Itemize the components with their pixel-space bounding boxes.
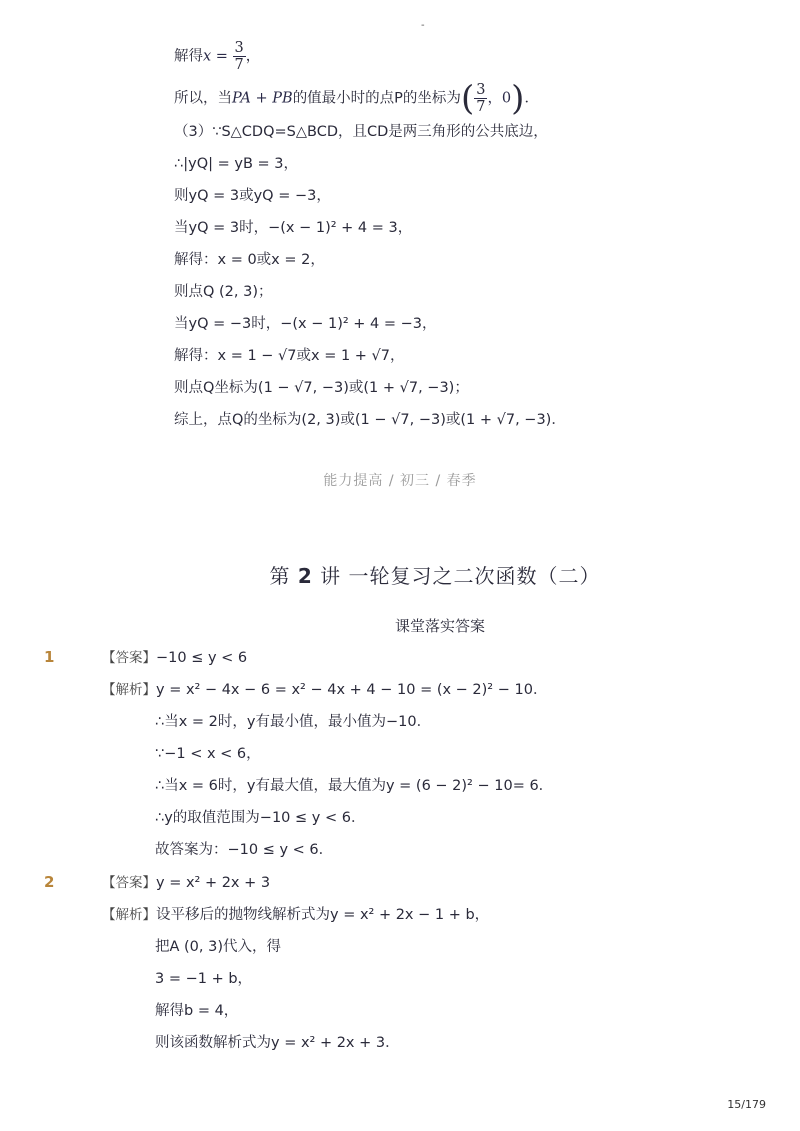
question-number: 1: [44, 648, 55, 666]
top-mark: -: [421, 20, 425, 31]
analysis-line: 解得b = 4，: [155, 1003, 239, 1019]
question-number: 2: [44, 873, 55, 891]
solution-line: 当yQ = −3时，−(x − 1)² + 4 = −3，: [174, 316, 437, 332]
page-footer: 能力提高 / 初三 / 春季: [323, 473, 477, 489]
answer-tag: 【答案】: [102, 875, 156, 891]
analysis-line: 【解析】y = x² − 4x − 6 = x² − 4x + 4 − 10 = (x − 2)² − 10．: [102, 682, 548, 698]
page-number: 15/179: [727, 1098, 766, 1111]
solution-line: （3）∵S△CDQ=S△BCD，且CD是两三角形的公共底边，: [174, 124, 548, 140]
analysis-line: ∴当x = 2时，y有最小值，最小值为−10．: [155, 714, 432, 730]
analysis-line: ∴当x = 6时，y有最大值，最大值为y = (6 − 2)² − 10= 6．: [155, 778, 554, 794]
answer-line: 【答案】y = x² + 2x + 3: [102, 875, 271, 891]
analysis-line: 则该函数解析式为y = x² + 2x + 3．: [155, 1035, 400, 1051]
analysis-line: ∴y的取值范围为−10 ≤ y < 6．: [155, 810, 366, 826]
analysis-line: 3 = −1 + b，: [155, 971, 253, 987]
answer-line: 【答案】−10 ≤ y < 6: [102, 650, 248, 666]
solution-line: 解得：x = 0或x = 2，: [174, 252, 325, 268]
solution-line: 综上，点Q的坐标为(2, 3)或(1 − √7, −3)或(1 + √7, −3)．: [174, 412, 566, 428]
analysis-tag: 【解析】: [102, 907, 156, 923]
fraction: $\frac{3}{7}$: [476, 82, 486, 115]
analysis-line: 【解析】设平移后的抛物线解析式为y = x² + 2x − 1 + b，: [102, 907, 490, 923]
lesson-title: 第 2 讲 一轮复习之二次函数（二）: [269, 564, 601, 588]
solution-line: 解得：x = 1 − √7或x = 1 + √7，: [174, 348, 405, 364]
solution-line: 则yQ = 3或yQ = −3，: [174, 188, 331, 204]
solution-line: 则点Q (2, 3)；: [174, 284, 273, 300]
answer-tag: 【答案】: [102, 650, 156, 666]
solution-line-min-point: 所以，当PA + PB的值最小时的点P的坐标为( $\frac{3}{7}$ ，0)．: [174, 78, 539, 119]
analysis-line: ∵−1 < x < 6，: [155, 746, 261, 762]
fraction: $\frac{3}{7}$: [234, 40, 244, 73]
solution-line: ∴|yQ| = yB = 3，: [174, 156, 298, 172]
analysis-line: 把A (0, 3)代入，得: [155, 939, 282, 955]
solution-line: 当yQ = 3时，−(x − 1)² + 4 = 3，: [174, 220, 413, 236]
solution-line: 则点Q坐标为(1 − √7, −3)或(1 + √7, −3)；: [174, 380, 469, 396]
section-title: 课堂落实答案: [394, 617, 485, 635]
analysis-line: 故答案为：−10 ≤ y < 6．: [155, 842, 334, 858]
analysis-tag: 【解析】: [102, 682, 156, 698]
solution-line-x: 解得x = $\frac{3}{7}$ ，: [174, 40, 261, 73]
